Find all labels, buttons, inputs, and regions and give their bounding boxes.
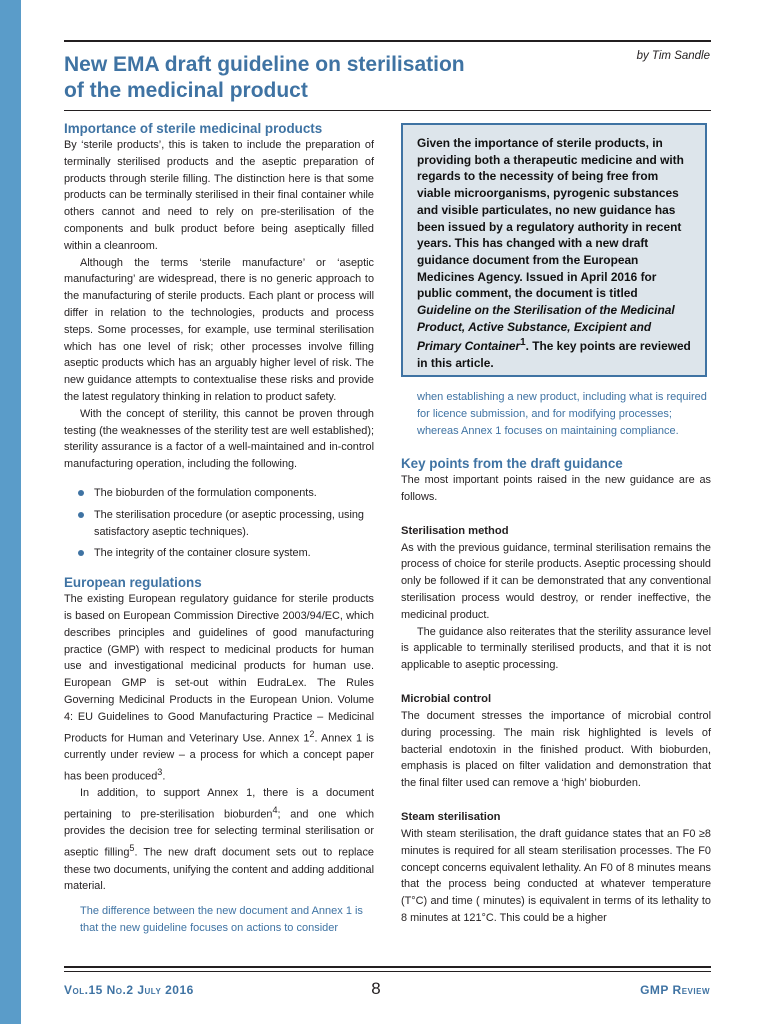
bullet-text: The sterilisation procedure (or aseptic processing, using satisfactory aseptic techniques).	[94, 508, 364, 538]
p4-text-c: .	[162, 770, 166, 783]
article-title	[64, 52, 584, 104]
paragraph-steam: With steam sterilisation, the draft guidance states that an F0 ≥8 minutes is required for all steam sterilisation processes. The F0 concept concerns equivalent lethality. An F0 of 8 minutes means that the process being conducted at whatever temperature (T°C) and time ( minutes) is equivalent in terms of its lethality to 8 minutes at 121°C. This could be a higher	[401, 827, 711, 924]
summary-box	[401, 123, 707, 377]
paragraph-3: With the concept of sterility, this cannot be proven through testing (the weaknesses of the sterility test are well established); sterility assurance is a factor of a well-maintained and in-control manufacturing operation, including the following.	[64, 407, 374, 471]
p5-text-b: ; and one which provides the decision tree for selecting terminal sterilisation or aseptic filling	[64, 808, 374, 859]
page-number: 8	[371, 979, 381, 998]
list-item	[76, 545, 374, 562]
footer-rule-top	[64, 966, 711, 968]
footnote-ref-4: 4	[272, 804, 278, 815]
p5-text-c: . The new draft document sets out to replace these two documents, unifying the content and adding additional material.	[64, 846, 374, 893]
guideline-title: Guideline on the Sterilisation of the Medicinal Product, Active Substance, Excipient and Primary Container	[417, 303, 675, 354]
footnote-ref-5: 5	[129, 843, 135, 854]
footer-rule-bottom	[64, 971, 711, 972]
right-column	[401, 389, 711, 927]
byline: by Tim Sandle	[636, 50, 710, 62]
heading-steam-sterilisation: Steam sterilisation	[401, 810, 501, 823]
paragraph-method-1: As with the previous guidance, terminal sterilisation remains the process of choice for sterile products. Aseptic processing should only be followed if it can be demonstrated that any conventional sterilisation process would destroy, or render ineffective, the medicinal product.	[401, 541, 711, 621]
footnote-ref-2: 2	[309, 728, 315, 739]
bullet-dot-icon	[78, 512, 84, 518]
left-column	[64, 120, 374, 937]
paragraph-5	[64, 785, 374, 895]
summary-text-a: Given the importance of sterile products, in providing both a therapeutic medicine and with regards to the necessity of being free from viable microorganisms, pyrogenic substances and visible particulates, no new guidance has been issued by a regulatory authority in recent years. This has changed with a new draft guidance document from the European Medicines Agency. Issued in April 2016 for public comment, the document is titled	[417, 136, 684, 301]
heading-importance: Importance of sterile medicinal products	[64, 121, 323, 136]
p5-text-a: In addition, to support Annex 1, there is a document pertaining to pre-sterilisation bioburden	[64, 787, 374, 821]
p4-text-a: The existing European regulatory guidance for sterile products is based on European Commission Directive 2003/94/EC, which describes principles and guidelines of good manufacturing practice (GMP) with respect to medicinal products for human use and investigational medicinal products for human use. European GMP is set-out within EudraLex. The Rules Governing Medicinal Products in the European Union. Volume 4: EU Guidelines to Good Manufacturing Practice – Medicinal Products for Human and Veterinary Use. Annex 1	[64, 593, 374, 745]
bullet-dot-icon	[78, 490, 84, 496]
footnote-ref-3: 3	[157, 766, 163, 777]
title-line-1: New EMA draft guideline on sterilisation	[64, 53, 465, 76]
pull-quote-start: The difference between the new document and Annex 1 is that the new guideline focuses on actions to consider	[80, 905, 363, 935]
list-item	[76, 507, 374, 541]
heading-sterilisation-method: Sterilisation method	[401, 524, 509, 537]
paragraph-method-2: The guidance also reiterates that the sterility assurance level is applicable to terminally sterilised products, and that it is not applicable to aseptic processing.	[401, 625, 711, 672]
paragraph-4	[64, 591, 374, 785]
list-item	[76, 485, 374, 502]
summary-text	[417, 135, 691, 372]
paragraph-2: Although the terms ‘sterile manufacture’ or ‘aseptic manufacturing’ are widespread, there is no generic approach to the manufacturing of sterile products. Each plant or process will differ in relation to the technologies, products and process steps. Some processes, for example, use terminal sterilisation which has one level of risk; other processes involve filling aseptic products which has an arguably higher level of risk. The new guidance attempts to contextualise these risks and provide the latest regulatory thinking in relation to product safety.	[64, 256, 374, 403]
title-line-2: of the medicinal product	[64, 79, 308, 102]
summary-text-b: . The key points are reviewed in this article.	[417, 339, 691, 371]
bullet-list	[64, 485, 374, 562]
footer-issue: Vol.15 No.2 July 2016	[64, 983, 194, 997]
paragraph-microbial: The document stresses the importance of microbial control during processing. The main risk highlighted is levels of bacterial endotoxin in the finished product. With bioburden, emphasis is placed on filter validation and demonstration that the final filter used can remove a ‘high’ bioburden.	[401, 709, 711, 790]
paragraph-1: By ‘sterile products’, this is taken to include the preparation of terminally sterilised products and the aseptic preparation of products through sterile filling. The distinction here is that some products can be terminally sterilised in their final container while others cannot and need to rely on pre-sterilisation of the components and bulk product before being aseptically filled within a cleanroom.	[64, 139, 374, 252]
pull-quote-end: when establishing a new product, including what is required for licence submission, and for modifying processes; whereas Annex 1 focuses on maintaining compliance.	[417, 391, 707, 437]
bullet-text: The integrity of the container closure system.	[94, 547, 311, 560]
title-rule	[64, 110, 711, 111]
p4-text-b: . Annex 1 is currently under review – a process for which a concept paper has been produced	[64, 732, 374, 783]
top-rule	[64, 40, 711, 42]
heading-microbial-control: Microbial control	[401, 692, 492, 705]
footer-journal-name: GMP Review	[640, 983, 710, 997]
bullet-text: The bioburden of the formulation components.	[94, 486, 317, 499]
heading-key-points: Key points from the draft guidance	[401, 456, 623, 471]
page-sidebar-bar	[0, 0, 21, 1024]
bullet-dot-icon	[78, 550, 84, 556]
paragraph-key-points: The most important points raised in the new guidance are as follows.	[401, 474, 711, 503]
heading-european-regulations: European regulations	[64, 575, 202, 591]
footnote-ref-1: 1	[520, 337, 526, 349]
